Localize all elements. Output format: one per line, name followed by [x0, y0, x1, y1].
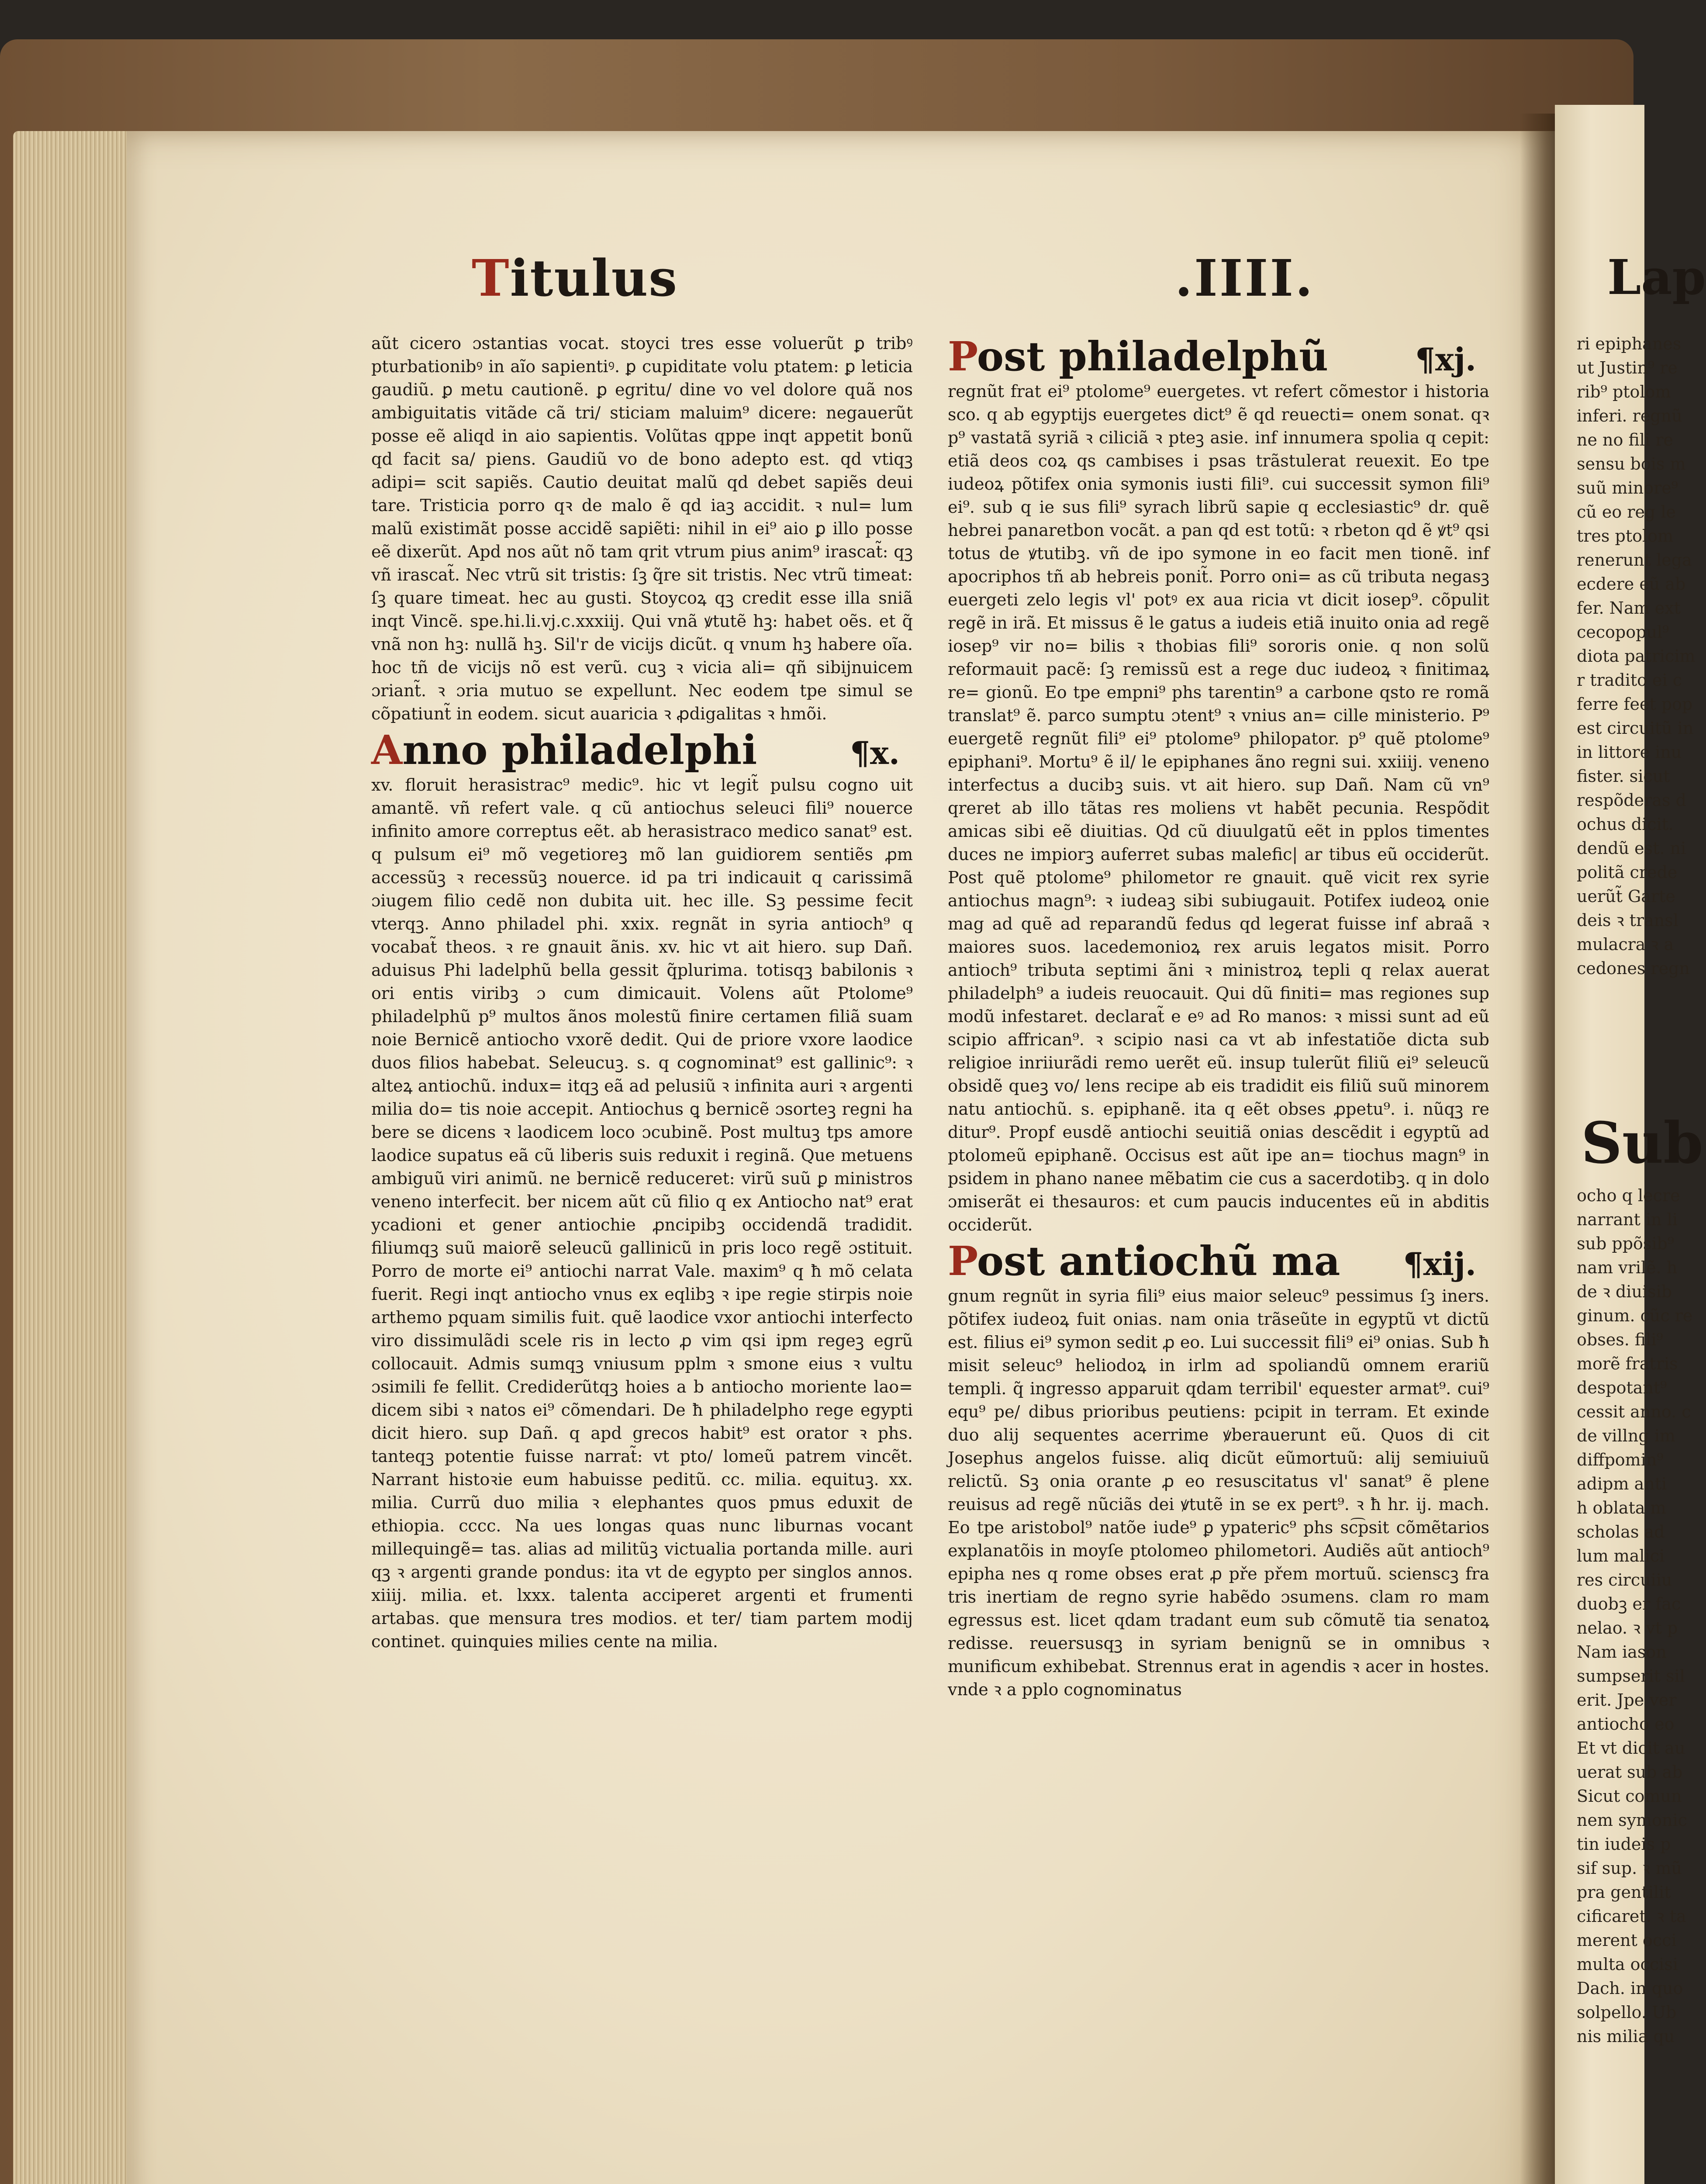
section-number: ¶x. [850, 734, 900, 771]
section-heading-anno-philadelphi [371, 728, 757, 772]
right-paragraph-2: gnum regnũt in syria fili⁹ eius maior seleuc⁹ pessimus ſꝫ iners. põtifex iudeoꝝ fuit onias. nam onia trãseũte in egyptũ vt dictũ est. filius ei⁹ symon sedit ꝓ eo. Lui successit fili⁹ ei⁹ onias. Sub ħ misit seleuc⁹ heliodoꝝ in irlm ad spoliandũ omnem erariũ templi. q̃ ingresso apparuit qdam terribil' equester armat⁹. cui⁹ equ⁹ pe/ dibus prioribus peutiens: pcipit in terram. Et exinde duo alij sequentes acerrime ꝟberauerunt eũ. Quos di cit Josephus angelos fuisse. aliq dicũt eũmortuũ: alij semiuiuũ relictũ. Sꝫ onia orante ꝓ eo resuscitatus vl' sanat⁹ ẽ plene reuisus ad regẽ nũciãs dei ꝟtutẽ in se ex pert⁹. ꝛ ħ hr. ij. mach. Eo tpe aristobol⁹ natõe iude⁹ ꝑ ypateric⁹ phs sc͡psit cõmẽtarios explanatõis in moyſe ptolomeo philometori. Audiẽs aũt antioch⁹ epipha nes q rome obses erat ꝓ pře přem mortuũ. scienscꝫ fra tris inertiam de regno syrie habẽdo ɔsumens. clam ro mam egressus est. licet qdam tradant eum sub cõmutẽ tia senatoꝝ redisse. reuersusqꝫ in syriam benignũ se in omnibus ꝛ munificum exhibebat. Strennus erat in agendis ꝛ acer in hostes. vnde ꝛ a pplo cognominatus [948, 1286, 1489, 1699]
running-head-right: .IIII. [1175, 249, 1315, 308]
section-number: ¶xij. [1403, 1245, 1476, 1282]
section-heading-post-philadelphum [948, 335, 1328, 378]
right-section-heading-1 [948, 335, 1489, 378]
heading-initial: P [948, 1237, 977, 1285]
page-edges [13, 131, 131, 2184]
facing-page-text-top: ri epiphanes ut Justin⁹ re rib⁹ ptolom inferi. regnũ ne no fili re sensu bois m suũ minore⁹ cũ eo reg le tres ptolom renerunt lega ecdere eũ ab fer. Nam ext cecopopul⁹ diota patricim r tradito ei c ferre feet pop est circuitũ in in littore inu fister. sicut respõderas d ochus dicit. dendũ est. ni politã crede uerũt̃ Garte deis ꝛ transl mulacra ꝛ a cedones regn [1577, 334, 1696, 978]
facing-page-text-mid: ocho q lecre narrant in li sub ppõsib⁹ nam vrilẽ. h de ꝛ diuisib ginum. cũc re obses. fili⁹ morẽ fratris despotant⁹ cessit anno. c de villng im diffpomin⁹ adipm anti h oblata m scholas ad lum malici res circuiiu duobꝫ er fac nelao. ꝛ vt p Nam iason sumpserit sil erit. Jpe ver antiocho eo Et vt dicit au uerat sub ab Sicut comun nem symonic tin iudeis p sif sup. ꝛ mũ pra gentilit cificaret. ꝛ ta merent occi multa occisi Dach. in quo solpello. Ub nis milia qu [1577, 1186, 1693, 2046]
heading-text: ost antiochũ ma [977, 1237, 1340, 1285]
facing-page-heading-sub: Sub [1581, 1109, 1703, 1176]
running-head-word: itulus [510, 249, 678, 308]
left-paragraph-2: xv. floruit herasistrac⁹ medic⁹. hic vt legit̃ pulsu cogno uit amantẽ. vñ refert vale. q cũ antiochus seleuci fili⁹ nouerce infinito amore correptus eẽt. ab herasistraco medico sanat⁹ est. q pulsum ei⁹ mõ vegetioreꝫ mõ lan guidiorem sentiẽs ꝓm accessũꝫ ꝛ recessũꝫ nouerce. id pa tri indicauit q carissimã ɔiugem filio cedẽ non dubita uit. hec ille. Sꝫ pessime fecit vterqꝫ. Anno philadel phi. xxix. regnãt in syria antioch⁹ q vocabat̃ theos. ꝛ re gnauit ãnis. xv. hic vt ait hiero. sup Dañ. aduisus Phi ladelphũ bella gessit q̃plurima. totisqꝫ babilonis ꝛ ori entis viribꝫ ɔ cum dimicauit. Volens aũt Ptolome⁹ philadelphũ p⁹ multos ãnos molestũ finire certamen filiã suam noie Bernicẽ antiocho vxorẽ dedit. Qui de priore vxore laodice duos filios habebat. Seleucuꝫ. s. q cognominat⁹ est gallinic⁹: ꝛ alteꝝ antiochũ. indux= itqꝫ eã ad pelusiũ ꝛ infinita auri ꝛ argenti milia do= tis noie accepit. Antiochus ꝗ bernicẽ ɔsorteꝫ regni ha bere se dicens ꝛ laodicem loco ɔcubinẽ. Post multuꝫ tps amore laodice supatus eã cũ liberis suis reduxit i reginã. Que metuens ambiguũ viri animũ. ne bernicẽ reduceret: virũ suũ ꝑ ministros veneno interfecit. ber nicem aũt cũ filio q ex Antiocho nat⁹ erat ycadioni et gener antiochie ꝓncipibꝫ occidendã tradidit. filiumqꝫ suũ maiorẽ seleucũ gallinicũ in pris loco regẽ ɔstituit. Porro de morte ei⁹ antiochi narrat Vale. maxim⁹ q ħ mõ celata fuerit. Regi inqt antiocho vnus ex eqlibꝫ ꝛ ipe regie stirpis noie arthemo pquam similis fuit. quẽ laodice vxor antiochi interfecto viro dissimulãdi scele ris in lecto ꝓ vim qsi ipm regeꝫ egrũ collocauit. Admis sumqꝫ vniusum pplm ꝛ smone eius ꝛ vultu ɔsimili fe fellit. Crediderũtqꝫ hoies a b antiocho moriente lao= dicem sibi ꝛ natos ei⁹ cõmendari. De ħ philadelpho rege egypti dicit hiero. sup Dañ. q apd grecos habit⁹ est orator ꝛ phs. tanteqꝫ potentie fuisse narrat̃: vt pto/ lomeũ patrem vincẽt. Narrant histoꝛie eum habuisse peditũ. cc. milia. equituꝫ. xx. milia. Currũ duo milia ꝛ elephantes quos pmus eduxit de ethiopia. cccc. Na ues longas quas nunc liburnas vocant millequingẽ= tas. alias ad militũꝫ victualia portanda mille. auri qꝫ ꝛ argenti grande pondus: ita vt de egypto per singlos annos. xiiij. milia. et. lxxx. talenta acciperet argenti et frumenti artabas. que mensura tres modios. et ter/ tiam partem modij continet. quinquies milies cente na milia. [371, 775, 913, 1651]
left-paragraph-1: aũt cicero ɔstantias vocat. stoyci tres esse voluerũt ꝑ tribꝰ pturbationibꝰ in aĩo sapientiꝰ. ꝑ cupiditate volu ptatem: ꝑ leticia gaudiũ. ꝑ metu cautionẽ. ꝑ egritu/ dine vo vel dolore quã nos ambiguitatis vitãde cã tri/ sticiam maluim⁹ dicere: negauerũt posse eẽ aliqd in aio sapientis. Volũtas qppe inqt appetit bonũ qd facit sa/ piens. Gaudiũ vo de bono adepto est. qd vtiqꝫ adipi= scit sapiẽs. Cautio deuitat malũ qd debet sapiẽs deui tare. Tristicia porro qꝛ de malo ẽ qd iaꝫ accidit. ꝛ nul= lum malũ existimãt posse accidẽ sapiẽti: nihil in ei⁹ aio ꝑ illo posse eẽ dixerũt. Apd nos aũt nõ tam qrit vtrum pius anim⁹ irascat̃: qꝫ vñ irascat̃. Nec vtrũ sit tristis: ſꝫ q̃re sit tristis. Nec vtrũ timeat: ſꝫ quare timeat. hec au gusti. Stoycoꝝ qꝫ credit esse illa sniã inqt Vincẽ. spe.hi.li.vj.c.xxxiij. Qui vnã ꝟtutẽ hꝫ: habet oẽs. et q̃ vnã non hꝫ: nullã hꝫ. Sil'r de vicijs dicũt. q vnum hꝫ habere oĩa. hoc tñ de vicijs nõ est verũ. cuꝫ ꝛ vicia ali= qñ sibijnuicem ɔriant̃. ꝛ ɔria mutuo se expellunt. Nec eodem tpe simul se cõpatiunt̃ in eodem. sicut auaricia ꝛ ꝓdigalitas ꝛ hmõi. [371, 334, 913, 723]
heading-initial: A [371, 726, 403, 774]
heading-initial: P [948, 333, 977, 380]
facing-page-heading: Lap [1607, 249, 1706, 305]
running-head-left [472, 249, 678, 308]
running-head-initial: T [472, 249, 510, 308]
right-section-heading-2 [948, 1239, 1489, 1283]
left-text-column [371, 332, 913, 1653]
heading-text: ost philadelphũ [977, 333, 1329, 380]
section-number: ¶xj. [1415, 341, 1476, 378]
facing-page-fragment [1555, 105, 1706, 2184]
right-text-column [948, 332, 1489, 1701]
right-paragraph-1: regnũt frat ei⁹ ptolome⁹ euergetes. vt refert cõmestor i historia sco. q ab egyptijs euergetes dict⁹ ẽ qd reuecti= onem sonat. qꝛ p⁹ vastatã syriã ꝛ ciliciã ꝛ pteꝫ asie. inf innumera spolia q cepit: etiã deos coꝝ qs cambises i psas trãstulerat reuexit. Eo tpe iudeoꝝ põtifex onia symonis iusti fili⁹. cui successit symon fili⁹ ei⁹. sub q ie sus fili⁹ syrach librũ sapie q ecclesiastic⁹ dr. quẽ hebrei panaretbon vocãt. a pan qd est totũ: ꝛ rbeton qd ẽ ꝟt⁹ qsi totus de ꝟtutibꝫ. vñ de ipo symone in eo facit men tionẽ. inf apocriphos tñ ab hebreis ponit̃. Porro oni= as cũ tributa negasꝫ euergeti zelo legis vl' potꝰ ex aua ricia vt dicit iosep⁹. cõpulit regẽ in irã. Et missus ẽ le gatus a iudeis etiã inuito onia ad regẽ iosep⁹ vir no= bilis ꝛ thobias fili⁹ sororis onie. q non solũ reformauit pacẽ: ſꝫ remissũ est a rege duc iudeoꝝ ꝛ finitimaꝝ re= gionũ. Eo tpe empni⁹ phs tarentin⁹ a carbone qsto re romã translat⁹ ẽ. parco sumptu ɔtent⁹ ꝛ vnius an= cille ministerio. P⁹ euergetẽ regnũt fili⁹ ei⁹ ptolome⁹ philopator. p⁹ quẽ ptolome⁹ epiphani⁹. Mortu⁹ ẽ il/ le epiphanes ãno regni sui. xxiiij. veneno interfectus a ducibꝫ suis. vt ait hiero. sup Dañ. Nam cũ vn⁹ qreret ab illo tãtas res moliens vt habẽt pecunia. Respõdit amicas sibi eẽ diuitias. Qd cũ diuulgatũ eẽt in pplos timentes duces ne impiorꝫ auferret subas malefic| ar tibus eũ occiderũt. Post quẽ ptolome⁹ philometor re gnauit. quẽ vicit rex syrie antiochus magn⁹: ꝛ iudeaꝫ sibi subiugauit. Potifex iudeoꝝ onie mag ad quẽ ad reparandũ fedus qd legerat fuisse inf abraã ꝛ maiores suos. lacedemonioꝝ rex aruis legatos misit. Porro antioch⁹ tributa septimi ãni ꝛ ministroꝝ tepli q relax auerat philadelph⁹ a iudeis reuocauit. Qui dũ finiti= mas regiones sup modũ infestaret. declarat̃ e eꝰ ad Ro manos: ꝛ missi sunt ad eũ scipio affrican⁹. ꝛ scipio nasi ca vt ab infestatiõe dicta sub religioe inriiurãdi remo uerẽt eũ. insup tulerũt filiũ ei⁹ seleucũ obsidẽ queꝫ vo/ lens recipe ab eis tradidit eis filiũ suũ minorem natu antiochũ. s. epiphanẽ. ita q eẽt obses ꝓpetu⁹. i. nũqꝫ re ditur⁹. Propf eusdẽ antiochi seuitiã onias descẽdit i egyptũ ad ptolomeũ epiphanẽ. Occisus est aũt ipe an= tiochus magn⁹ in psidem in phano nanee mẽbatim cie cus a sacerdotibꝫ. q in dolo ɔmiserãt ei thesauros: et cum paucis inducentes eũ in abditis occiderũt. [948, 382, 1489, 1234]
left-section-heading [371, 728, 913, 772]
section-heading-post-antiochum [948, 1239, 1340, 1283]
heading-text: nno philadelphi [402, 726, 757, 774]
